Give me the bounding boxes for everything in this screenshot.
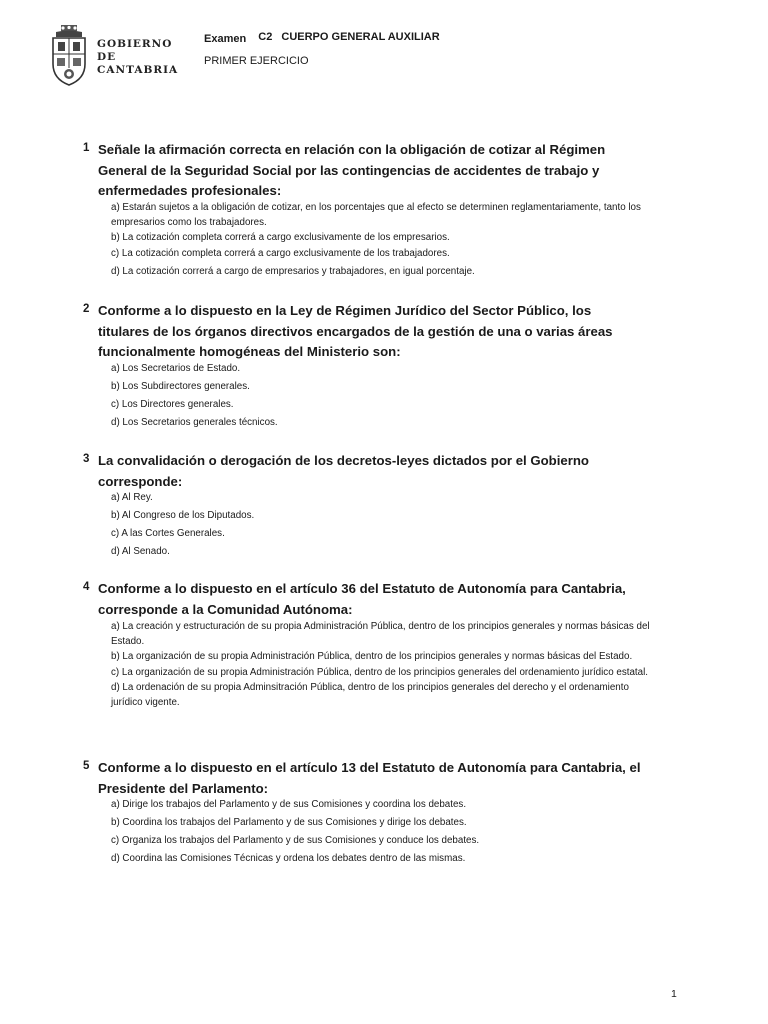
question-number: 4 [83, 581, 90, 593]
page-header [0, 0, 768, 100]
question-text: Señale la afirmación correcta en relación con la obligación de cotizar al Régimen General de la Seguridad Social por las contingencias de accidentes de trabajo y enfermedades profesionales: [98, 142, 606, 198]
exam-title: CUERPO GENERAL AUXILIAR [281, 31, 440, 43]
question-number: 1 [83, 142, 90, 154]
page-number: 1 [671, 988, 677, 1000]
coat-of-arms-icon [49, 24, 89, 86]
answer-option[interactable]: d) La cotización correrá a cargo de empresarios y trabajadores, en igual porcentaje. [111, 265, 475, 277]
answer-option[interactable]: a) Estarán sujetos a la obligación de cotizar, en los porcentajes que al efecto se determinen reglamentariamente, tanto los empresarios como los trabajadores. [111, 202, 641, 229]
answer-option[interactable]: a) La creación y estructuración de su propia Administración Pública, dentro de los principios generales y normas básicas del Estado. [111, 621, 650, 648]
answer-option[interactable]: c) La organización de su propia Administración Pública, dentro de los principios generales del ordenamiento jurídico estatal. [111, 666, 648, 678]
answer-option[interactable]: c) Organiza los trabajos del Parlamento y de sus Comisiones y conduce los debates. [111, 835, 480, 846]
answer-option[interactable]: a) Al Rey. [111, 492, 153, 503]
question-text: La convalidación o derogación de los decretos-leyes dictados por el Gobierno corresponde: [98, 453, 589, 489]
answer-options [111, 200, 651, 279]
exam-title-line [204, 31, 440, 43]
answer-option[interactable]: b) Los Subdirectores generales. [111, 381, 250, 392]
answer-options [111, 360, 651, 432]
answer-option[interactable]: b) Al Congreso de los Diputados. [111, 510, 255, 521]
answer-option[interactable]: b) La cotización completa correrá a cargo exclusivamente de los empresarios. [111, 232, 450, 244]
answer-option[interactable]: b) La organización de su propia Administración Pública, dentro de los principios generales y normas básicas del Estado. [111, 651, 633, 663]
question-number: 3 [83, 453, 90, 465]
exam-label: Examen [204, 33, 247, 45]
answer-options [111, 489, 651, 561]
exam-code: C2 [258, 31, 273, 43]
answer-option[interactable]: c) Los Directores generales. [111, 399, 234, 410]
question-text: Conforme a lo dispuesto en la Ley de Régimen Jurídico del Sector Público, los titulares de los órganos directivos encargados de la gestión de una o varias áreas funcionalmente homogéneas del Ministerio son: [98, 303, 613, 359]
answer-options [111, 619, 651, 710]
answer-option[interactable]: d) Coordina las Comisiones Técnicas y ordena los debates dentro de las mismas. [111, 853, 466, 864]
answer-option[interactable]: c) La cotización completa correrá a cargo exclusivamente de los trabajadores. [111, 247, 450, 259]
question-text: Conforme a lo dispuesto en el artículo 36 del Estatuto de Autonomía para Cantabria, corresponde a la Comunidad Autónoma: [98, 581, 626, 617]
answer-option[interactable]: d) Al Senado. [111, 546, 170, 557]
question-number: 5 [83, 760, 90, 772]
answer-option[interactable]: a) Dirige los trabajos del Parlamento y de sus Comisiones y coordina los debates. [111, 799, 467, 810]
answer-option[interactable]: a) Los Secretarios de Estado. [111, 363, 241, 374]
government-logo-text: GOBIERNO DE CANTABRIA [97, 38, 179, 76]
answer-option[interactable]: b) Coordina los trabajos del Parlamento y de sus Comisiones y dirige los debates. [111, 817, 467, 828]
answer-option[interactable]: d) Los Secretarios generales técnicos. [111, 417, 278, 428]
answer-option[interactable]: c) A las Cortes Generales. [111, 528, 225, 539]
question-text: Conforme a lo dispuesto en el artículo 13 del Estatuto de Autonomía para Cantabria, el Presidente del Parlamento: [98, 760, 641, 796]
answer-options [111, 796, 651, 868]
answer-option[interactable]: d) La ordenación de su propia Adminsitración Pública, dentro de los principios generales del derecho y el ordenamiento jurídico vigente. [111, 681, 629, 709]
exercise-label: PRIMER EJERCICIO [204, 55, 309, 67]
question-number: 2 [83, 303, 90, 315]
